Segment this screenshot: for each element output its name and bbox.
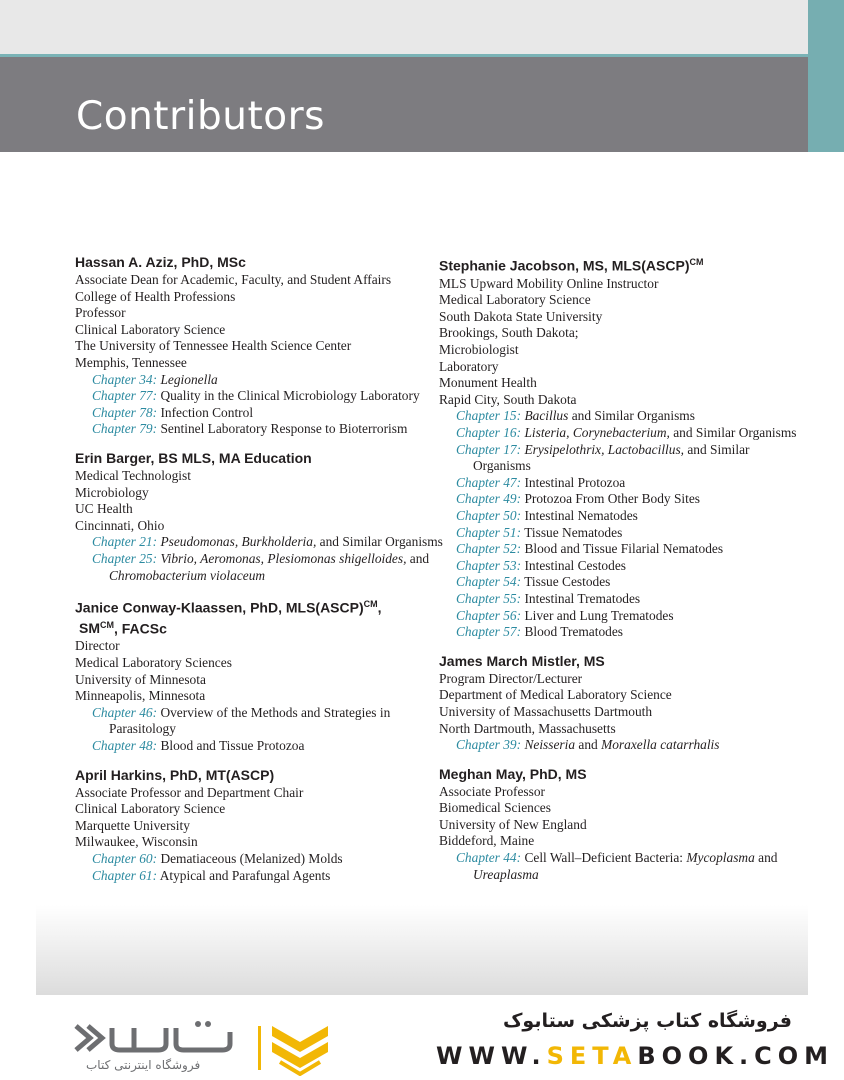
affiliation-line: Microbiology	[75, 484, 149, 500]
contributor-entry	[75, 596, 447, 754]
credential-superscript: CM	[100, 619, 114, 630]
chapter-title: and	[754, 850, 778, 866]
contributor-name	[75, 450, 447, 467]
chapter-number: Chapter 39:	[456, 737, 522, 753]
chapter-title-italic: Ureaplasma	[473, 866, 539, 882]
chapter-reference	[75, 705, 447, 738]
store-name: فروشگاه کتاب پزشکی ستابوک	[502, 1010, 792, 1032]
affiliation-line: Associate Professor and Department Chair	[75, 784, 304, 800]
chapter-number: Chapter 52:	[456, 541, 522, 557]
chapter-title: Atypical and Parafungal Agents	[157, 867, 331, 883]
chapter-reference	[75, 868, 447, 885]
affiliation-line: South Dakota State University	[439, 308, 603, 324]
chapter-title: Overview of the Methods and Strategies in Parasitology	[109, 704, 391, 737]
contributor-name	[75, 767, 447, 784]
contributor-name	[75, 254, 447, 271]
chapter-reference	[439, 525, 799, 542]
affiliation-line: Brookings, South Dakota;	[439, 325, 579, 341]
chevron-logo-icon	[258, 1020, 330, 1076]
top-bar	[0, 0, 808, 54]
contributor-name-text: Meghan May, PhD, MS	[439, 765, 587, 782]
chapter-number: Chapter 21:	[92, 534, 158, 550]
chapter-title: Blood and Tissue Filarial Nematodes	[521, 541, 724, 557]
affiliation-line: The University of Tennessee Health Science Center	[75, 338, 352, 354]
contributor-entry	[75, 254, 447, 438]
title-banner	[0, 57, 808, 152]
chapter-reference	[75, 738, 447, 755]
contributor-name	[439, 254, 799, 275]
chapter-title: and	[406, 550, 430, 566]
chapter-reference	[439, 850, 799, 883]
contributor-name-text: Hassan A. Aziz, PhD, MSc	[75, 254, 246, 270]
chapter-title: Quality in the Clinical Microbiology Laboratory	[157, 388, 420, 404]
store-url[interactable]	[436, 1042, 834, 1070]
chapter-title-italic: Moraxella catarrhalis	[601, 737, 720, 753]
affiliation-line: Clinical Laboratory Science	[75, 801, 226, 817]
chapter-title: Dematiaceous (Melanized) Molds	[157, 850, 343, 866]
contributor-name-text: James March Mistler, MS	[439, 652, 605, 669]
chapter-reference	[75, 388, 447, 405]
affiliation-line: Professor	[75, 305, 126, 321]
chapter-number: Chapter 50:	[456, 507, 522, 523]
chapter-reference	[439, 574, 799, 591]
url-highlight: SETA	[546, 1042, 638, 1070]
chapter-title-italic: Listeria, Corynebacterium,	[524, 425, 670, 440]
chapter-reference	[439, 425, 799, 442]
chapter-title-italic: Mycoplasma	[686, 850, 755, 866]
chapter-number: Chapter 56:	[456, 607, 522, 623]
chapter-number: Chapter 48:	[92, 737, 158, 753]
contributor-name-text: Janice Conway-Klaassen, PhD, MLS(ASCP)	[75, 599, 364, 616]
affiliation-line: Laboratory	[439, 358, 499, 374]
chapter-title: Infection Control	[157, 404, 254, 420]
chapter-title-italic: Legionella	[160, 371, 218, 387]
affiliation-line: Biomedical Sciences	[439, 800, 551, 816]
credential-superscript: CM	[689, 257, 704, 267]
affiliation-line: Associate Dean for Academic, Faculty, and Student Affairs	[75, 272, 392, 287]
chapter-number: Chapter 53:	[456, 557, 522, 573]
chapter-title: Tissue Nematodes	[521, 524, 623, 540]
chapter-title: and Similar Organisms	[568, 408, 695, 424]
contributor-name-line2: SM	[79, 620, 100, 637]
contributor-name	[439, 766, 799, 783]
chapter-reference	[75, 405, 447, 422]
chapter-title: Intestinal Nematodes	[521, 507, 638, 523]
chapter-number: Chapter 51:	[456, 524, 522, 540]
affiliation-line: North Dartmouth, Massachusetts	[439, 720, 616, 736]
chapter-reference	[75, 851, 447, 868]
chapter-number: Chapter 15:	[456, 408, 522, 424]
chapter-reference	[439, 475, 799, 492]
affiliation-line: Medical Laboratory Science	[439, 292, 591, 308]
affiliation-line: Monument Health	[439, 375, 537, 391]
affiliation-line: Marquette University	[75, 817, 190, 833]
affiliation-line: University of Massachusetts Dartmouth	[439, 703, 653, 719]
chapter-title-italic: Vibrio, Aeromonas, Plesiomonas shigelloides,	[160, 550, 407, 566]
affiliation-line: Program Director/Lecturer	[439, 670, 583, 686]
chapter-number: Chapter 46:	[92, 704, 158, 720]
affiliation-line: College of Health Professions	[75, 288, 236, 304]
chapter-number: Chapter 25:	[92, 550, 158, 566]
contributor-name-text: Erin Barger, BS MLS, MA Education	[75, 449, 312, 466]
chapter-number: Chapter 16:	[456, 425, 522, 440]
contributor-name-text: Stephanie Jacobson, MS, MLS(ASCP)	[439, 257, 690, 274]
affiliation-line: Milwaukee, Wisconsin	[75, 834, 198, 850]
chapter-title: Blood and Tissue Protozoa	[157, 737, 305, 753]
affiliation-line: UC Health	[75, 501, 133, 517]
contributors-column-right	[439, 254, 799, 895]
chapter-reference	[439, 608, 799, 625]
affiliation-line: Minneapolis, Minnesota	[75, 688, 206, 704]
chapter-number: Chapter 78:	[92, 404, 158, 420]
contributor-name-cont: ,	[377, 599, 382, 616]
chapter-number: Chapter 57:	[456, 624, 522, 640]
contributor-name-text: April Harkins, PhD, MT(ASCP)	[75, 766, 275, 783]
chapter-title-italic: Pseudomonas, Burkholderia,	[160, 534, 317, 550]
chapter-title: Protozoa From Other Body Sites	[521, 491, 700, 507]
affiliation-line: University of Minnesota	[75, 671, 206, 687]
credential-superscript: CM	[363, 599, 378, 610]
chapter-reference	[439, 491, 799, 508]
url-suffix: BOOK.COM	[637, 1042, 835, 1070]
contributor-name-cont: , FACSc	[114, 620, 167, 637]
chapter-title: Cell Wall–Deficient Bacteria:	[521, 850, 687, 866]
affiliation-line: Biddeford, Maine	[439, 833, 535, 849]
chapter-reference	[439, 508, 799, 525]
contributor-entry	[75, 767, 447, 885]
chapter-title-italic: Bacillus	[524, 408, 569, 424]
chapter-title: Intestinal Cestodes	[521, 557, 626, 573]
chapter-number: Chapter 54:	[456, 574, 522, 590]
chapter-title-italic: Chromobacterium violaceum	[109, 567, 266, 583]
chapter-number: Chapter 44:	[456, 850, 522, 866]
contributor-name	[75, 596, 447, 637]
chapter-reference	[439, 591, 799, 608]
affiliation-line: Department of Medical Laboratory Science	[439, 687, 672, 703]
chapter-number: Chapter 55:	[456, 590, 522, 606]
chapter-reference	[439, 408, 799, 425]
affiliation-line: Rapid City, South Dakota	[439, 391, 577, 407]
page-fade	[36, 905, 808, 995]
edge-tab	[808, 0, 844, 152]
chapter-number: Chapter 17:	[456, 441, 522, 457]
chapter-title: and Similar Organisms	[316, 534, 443, 550]
chapter-reference	[439, 541, 799, 558]
chapter-reference	[75, 421, 447, 438]
chapter-title: Intestinal Protozoa	[521, 474, 626, 490]
affiliation-line: MLS Upward Mobility Online Instructor	[439, 275, 659, 291]
setabook-logo-icon	[72, 1018, 252, 1058]
chapter-title: and Similar Organisms	[669, 425, 797, 440]
chapter-number: Chapter 77:	[92, 388, 158, 404]
contributor-name	[439, 653, 799, 670]
chapter-reference	[439, 737, 799, 754]
contributor-entry	[75, 450, 447, 584]
affiliation-line: Clinical Laboratory Science	[75, 321, 226, 337]
chapter-title-italic: Neisseria	[524, 737, 576, 753]
chapter-title: Intestinal Trematodes	[521, 590, 641, 606]
contributor-entry	[439, 653, 799, 754]
chapter-title: Liver and Lung Trematodes	[521, 607, 674, 623]
chapter-reference	[439, 558, 799, 575]
contributor-entry	[439, 254, 799, 641]
contributors-column-left	[75, 254, 447, 896]
chapter-number: Chapter 47:	[456, 474, 522, 490]
chapter-title: Blood Trematodes	[521, 624, 624, 640]
affiliation-line: Associate Professor	[439, 783, 545, 799]
affiliation-line: Director	[75, 638, 120, 654]
chapter-title-italic: Erysipelothrix, Lactobacillus,	[524, 441, 685, 457]
contributor-entry	[439, 766, 799, 884]
chapter-title: Sentinel Laboratory Response to Bioterrorism	[157, 421, 408, 437]
affiliation-line: Memphis, Tennessee	[75, 354, 187, 370]
affiliation-line: Microbiologist	[439, 342, 519, 358]
chapter-number: Chapter 79:	[92, 421, 158, 437]
page-title: Contributors	[76, 94, 325, 139]
chapter-number: Chapter 61:	[92, 867, 158, 883]
chapter-reference	[75, 372, 447, 389]
affiliation-line: Medical Laboratory Sciences	[75, 655, 232, 670]
chapter-reference	[75, 551, 447, 584]
chapter-title: and	[575, 737, 602, 753]
chapter-reference	[439, 624, 799, 641]
chapter-number: Chapter 49:	[456, 491, 522, 507]
logo-subtitle: فروشگاه اینترنتی کتاب	[86, 1058, 201, 1072]
chapter-title: and Similar Organisms	[473, 441, 750, 474]
chapter-title: Tissue Cestodes	[521, 574, 611, 590]
chapter-reference	[439, 442, 799, 475]
affiliation-line: University of New England	[439, 816, 587, 832]
chapter-number: Chapter 34:	[92, 371, 158, 387]
affiliation-line: Medical Technologist	[75, 467, 191, 483]
chapter-reference	[75, 534, 447, 551]
url-prefix: WWW.	[436, 1042, 547, 1070]
affiliation-line: Cincinnati, Ohio	[75, 517, 165, 533]
chapter-number: Chapter 60:	[92, 850, 158, 866]
